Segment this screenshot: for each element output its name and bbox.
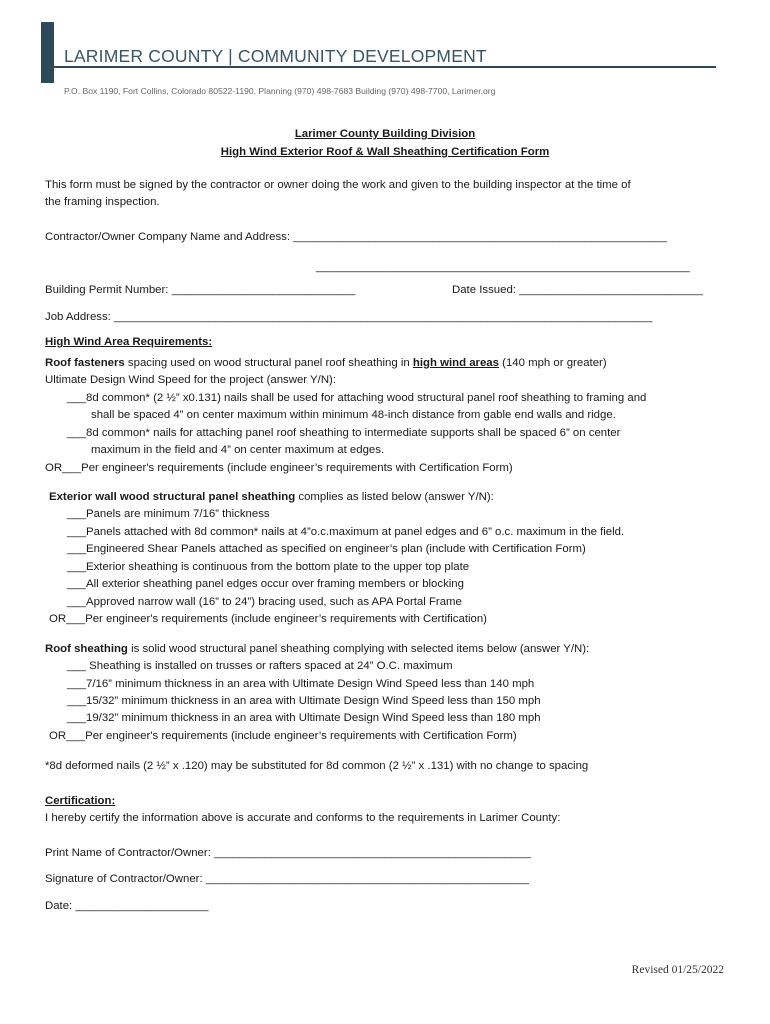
roof-sheathing-line: [45, 643, 589, 655]
sheathing-item-1[interactable]: ___ Sheathing is installed on trusses or rafters spaced at 24” O.C. maximum: [67, 660, 453, 672]
exterior-wall-line: [49, 491, 494, 503]
sheathing-or-engineer[interactable]: OR___Per engineer's requirements (include engineer’s requirements with Certification Form): [49, 730, 517, 742]
exterior-wall-bold: Exterior wall wood structural panel sheathing: [49, 491, 296, 503]
wall-item-1[interactable]: ___Panels are minimum 7/16” thickness: [67, 508, 270, 520]
sheathing-item-4[interactable]: ___19/32” minimum thickness in an area with Ultimate Design Wind Speed less than 180 mph: [67, 712, 541, 724]
contractor-input-line-2[interactable]: ___________________________________________________________: [316, 261, 690, 273]
intro-line-1: This form must be signed by the contractor or owner doing the work and given to the building inspector at the time of: [45, 179, 631, 191]
requirements-heading: High Wind Area Requirements:: [45, 336, 213, 348]
wall-item-4[interactable]: ___Exterior sheathing is continuous from the bottom plate to the upper top plate: [67, 561, 470, 573]
wall-item-3[interactable]: ___Engineered Shear Panels attached as specified on engineer’s plan (include with Certification Form): [67, 543, 586, 555]
permit-field: [45, 284, 355, 296]
roof-or-engineer[interactable]: OR___Per engineer's requirements (include engineer’s requirements with Certification Form): [45, 462, 513, 474]
wall-item-5[interactable]: ___All exterior sheathing panel edges occur over framing members or blocking: [67, 578, 464, 590]
division-title: Larimer County Building Division: [294, 128, 476, 140]
signature-input-line[interactable]: ___________________________________________________: [205, 873, 529, 885]
job-address-label: Job Address:: [45, 311, 111, 323]
roof-fasteners-bold: Roof fasteners: [45, 357, 125, 369]
revision-date: Revised 01/25/2022: [631, 964, 724, 976]
date-issued-field: [452, 284, 703, 296]
cert-date-label: Date:: [45, 900, 73, 912]
print-name-field: [45, 847, 531, 859]
print-name-label: Print Name of Contractor/Owner:: [45, 847, 211, 859]
roof-fasteners-text-2: (140 mph or greater): [498, 357, 607, 369]
signature-field: [45, 873, 529, 885]
print-name-input-line[interactable]: __________________________________________________: [214, 847, 531, 859]
cert-date-input-line[interactable]: _____________________: [75, 900, 209, 912]
roof-sheathing-bold: Roof sheathing: [45, 643, 128, 655]
sheathing-item-3[interactable]: ___15/32” minimum thickness in an area with Ultimate Design Wind Speed less than 150 mph: [67, 695, 541, 707]
contractor-label: Contractor/Owner Company Name and Address:: [45, 231, 291, 243]
permit-label: Building Permit Number:: [45, 284, 169, 296]
wall-item-2[interactable]: ___Panels attached with 8d common* nails at 4”o.c.maximum at panel edges and 6” o.c. maximum in the field.: [67, 526, 625, 538]
date-issued-label: Date Issued:: [452, 284, 516, 296]
exterior-wall-text: complies as listed below (answer Y/N):: [295, 491, 494, 503]
header-accent-bar: [41, 22, 54, 83]
job-address-field: [45, 311, 653, 323]
date-issued-input-line[interactable]: _____________________________: [519, 284, 703, 296]
wall-item-6[interactable]: ___Approved narrow wall (16” to 24”) bracing used, such as APA Portal Frame: [67, 596, 462, 608]
nail-footnote: *8d deformed nails (2 ½” x .120) may be substituted for 8d common (2 ½” x .131) with no change to spacing: [45, 760, 589, 772]
org-address: P.O. Box 1190, Fort Collins, Colorado 80522-1190, Planning (970) 498-7683 Building (970) 498-7700, Larimer.org: [64, 86, 496, 96]
permit-input-line[interactable]: _____________________________: [171, 284, 356, 296]
roof-item-2-cont: maximum in the field and 4” on center maximum at edges.: [91, 444, 385, 456]
roof-sheathing-text: is solid wood structural panel sheathing complying with selected items below (answer Y/N):: [127, 643, 590, 655]
roof-fasteners-line: [45, 357, 607, 369]
roof-item-1[interactable]: ___8d common* (2 ½” x0.131) nails shall be used for attaching wood structural panel roof sheathing to framing and: [67, 392, 647, 404]
cert-date-field: [45, 900, 208, 912]
wind-speed-line: Ultimate Design Wind Speed for the project (answer Y/N):: [45, 374, 337, 386]
intro-line-2: the framing inspection.: [45, 196, 160, 208]
certification-statement: I hereby certify the information above is accurate and conforms to the requirements in Larimer County:: [45, 812, 561, 824]
roof-item-1-cont: shall be spaced 4” on center maximum within minimum 48-inch distance from gable end walls and ridge.: [91, 409, 616, 421]
certification-heading: Certification:: [45, 795, 116, 807]
form-title: High Wind Exterior Roof & Wall Sheathing Certification Form: [220, 146, 550, 158]
signature-label: Signature of Contractor/Owner:: [45, 873, 203, 885]
high-wind-areas-bold: high wind areas: [412, 357, 499, 369]
roof-fasteners-text: spacing used on wood structural panel roof sheathing in: [124, 357, 413, 369]
sheathing-item-2[interactable]: ___7/16” minimum thickness in an area with Ultimate Design Wind Speed less than 140 mph: [67, 678, 535, 690]
contractor-field: [45, 231, 667, 243]
contractor-input-line-1[interactable]: ___________________________________________________________: [293, 231, 667, 243]
roof-item-2[interactable]: ___8d common* nails for attaching panel roof sheathing to intermediate supports shall be spaced 6” on center: [67, 427, 621, 439]
job-address-input-line[interactable]: _____________________________________________________________________________________: [114, 311, 653, 323]
wall-or-engineer[interactable]: OR___Per engineer's requirements (include engineer’s requirements with Certification): [49, 613, 487, 625]
org-name: LARIMER COUNTY | COMMUNITY DEVELOPMENT: [64, 46, 487, 66]
